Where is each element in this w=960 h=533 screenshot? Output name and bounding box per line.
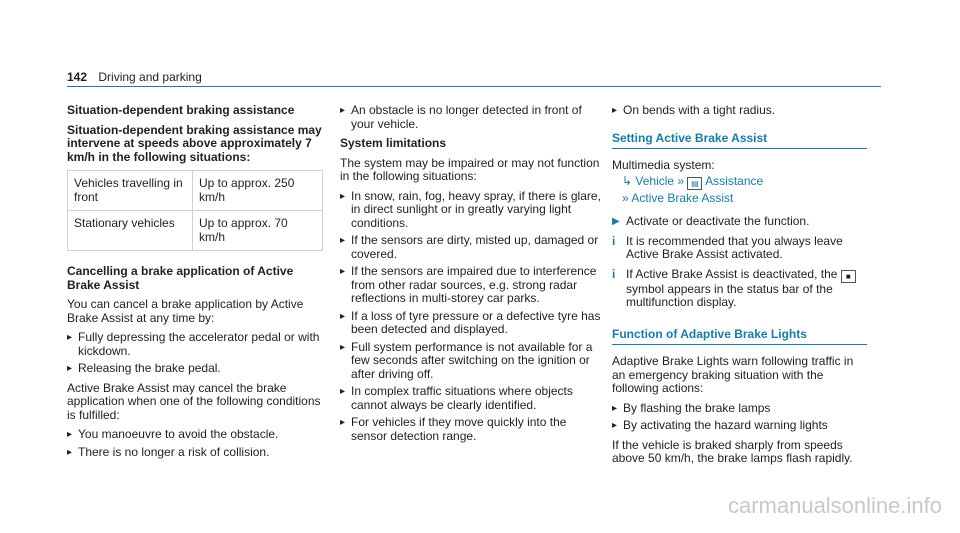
menu-path-line-1 xyxy=(612,175,867,190)
heading-situation-braking: Situation-dependent braking assistance xyxy=(67,103,295,117)
list-item: ▸ Full system performance is not available for a few seconds after switching on the ignition or after driving off. xyxy=(340,341,602,382)
column-left xyxy=(67,104,325,465)
section-setting-abs: Setting Active Brake Assist xyxy=(612,132,867,150)
limitations-list-cont xyxy=(612,104,867,118)
list-item: ▸ If the sensors are dirty, misted up, damaged or covered. xyxy=(340,234,602,261)
note-text: It is recommended that you always leave Active Brake Assist activated. xyxy=(626,233,843,261)
list-item: ▸ In complex traffic situations where objects cannot always be clearly identified. xyxy=(340,385,602,412)
action-arrow-icon: ▶ xyxy=(612,216,620,227)
limitations-list xyxy=(340,190,602,444)
header-divider xyxy=(67,86,881,87)
cancel-list xyxy=(67,331,325,376)
list-item: ▸ There is no longer a risk of collision. xyxy=(67,446,325,460)
watermark: carmanualsonline.info xyxy=(727,493,942,518)
list-item: ▸ By activating the hazard warning lights xyxy=(612,419,867,433)
list-item: ▸ In snow, rain, fog, heavy spray, if there is glare, in direct sunlight or in greatly varying light conditions. xyxy=(340,190,602,231)
cancel-intro: You can cancel a brake application by Active Brake Assist at any time by: xyxy=(67,297,304,325)
note-text-b: symbol appears in the status bar of the multifunction display. xyxy=(626,281,833,309)
menu-path-line-2 xyxy=(612,192,867,206)
menu-vehicle: Vehicle xyxy=(635,173,675,188)
lights-intro: Adaptive Brake Lights warn following traffic in an emergency braking situation with the following actions: xyxy=(612,354,854,395)
limitations-intro: The system may be impaired or may not function in the following situations: xyxy=(340,155,600,183)
page-header xyxy=(67,70,202,84)
heading-system-limitations: System limitations xyxy=(340,136,447,150)
list-item: ▸ For vehicles if they move quickly into the sensor detection range. xyxy=(340,416,602,443)
multimedia-label: Multimedia system: xyxy=(612,158,715,172)
table-row xyxy=(68,211,323,251)
menu-assistance: Assistance xyxy=(705,173,764,188)
brake-assist-off-icon: ■ xyxy=(841,270,856,283)
page-number: 142 xyxy=(67,70,88,84)
column-right xyxy=(612,104,867,472)
section-title: Driving and parking xyxy=(98,70,202,84)
action-step xyxy=(612,215,867,229)
heading-intervene-speeds: Situation-dependent braking assistance may intervene at speeds above approximately 7 km/h in the following situations: xyxy=(67,122,322,164)
double-chevron-icon: » xyxy=(677,173,685,188)
auto-cancel-text: Active Brake Assist may cancel the brake application when one of the following conditions is fulfilled: xyxy=(67,380,321,422)
section-adaptive-brake-lights: Function of Adaptive Brake Lights xyxy=(612,328,867,346)
speed-table xyxy=(67,170,323,251)
note-recommend xyxy=(612,235,867,262)
list-item: ▸ If the sensors are impaired due to interference from other radar sources, e.g. strong radar reflections in multi-storey car parks. xyxy=(340,265,602,306)
table-row xyxy=(68,171,323,211)
table-cell: Vehicles travelling in front xyxy=(68,171,193,211)
list-item: ▸ If a loss of tyre pressure or a defective tyre has been detected and displayed. xyxy=(340,310,602,337)
menu-arrow-icon: ↳ xyxy=(622,173,633,188)
lights-list xyxy=(612,402,867,433)
heading-cancel-brake: Cancelling a brake application of Active Brake Assist xyxy=(67,264,294,292)
list-item: ▸ An obstacle is no longer detected in front of your vehicle. xyxy=(340,104,602,131)
lights-outro: If the vehicle is braked sharply from speeds above 50 km/h, the brake lamps flash rapidly. xyxy=(612,437,853,465)
action-text: Activate or deactivate the function. xyxy=(626,214,810,228)
auto-cancel-list xyxy=(67,428,325,459)
table-cell: Up to approx. 250 km/h xyxy=(193,171,323,211)
table-cell: Stationary vehicles xyxy=(68,211,193,251)
menu-active-brake-assist: Active Brake Assist xyxy=(631,190,734,205)
list-item: ▸ Fully depressing the accelerator pedal or with kickdown. xyxy=(67,331,325,358)
note-text-a: If Active Brake Assist is deactivated, the xyxy=(626,266,838,281)
info-icon: i xyxy=(612,233,616,248)
note-deactivated xyxy=(612,268,867,310)
assistance-icon: ▤ xyxy=(687,177,702,190)
list-item: ▸ Releasing the brake pedal. xyxy=(67,362,325,376)
column-middle xyxy=(340,104,602,449)
list-item: ▸ You manoeuvre to avoid the obstacle. xyxy=(67,428,325,442)
list-item: ▸ On bends with a tight radius. xyxy=(612,104,867,118)
auto-cancel-list-cont xyxy=(340,104,602,131)
list-item: ▸ By flashing the brake lamps xyxy=(612,402,867,416)
double-chevron-icon: » xyxy=(622,190,629,205)
info-icon: i xyxy=(612,266,616,281)
table-cell: Up to approx. 70 km/h xyxy=(193,211,323,251)
